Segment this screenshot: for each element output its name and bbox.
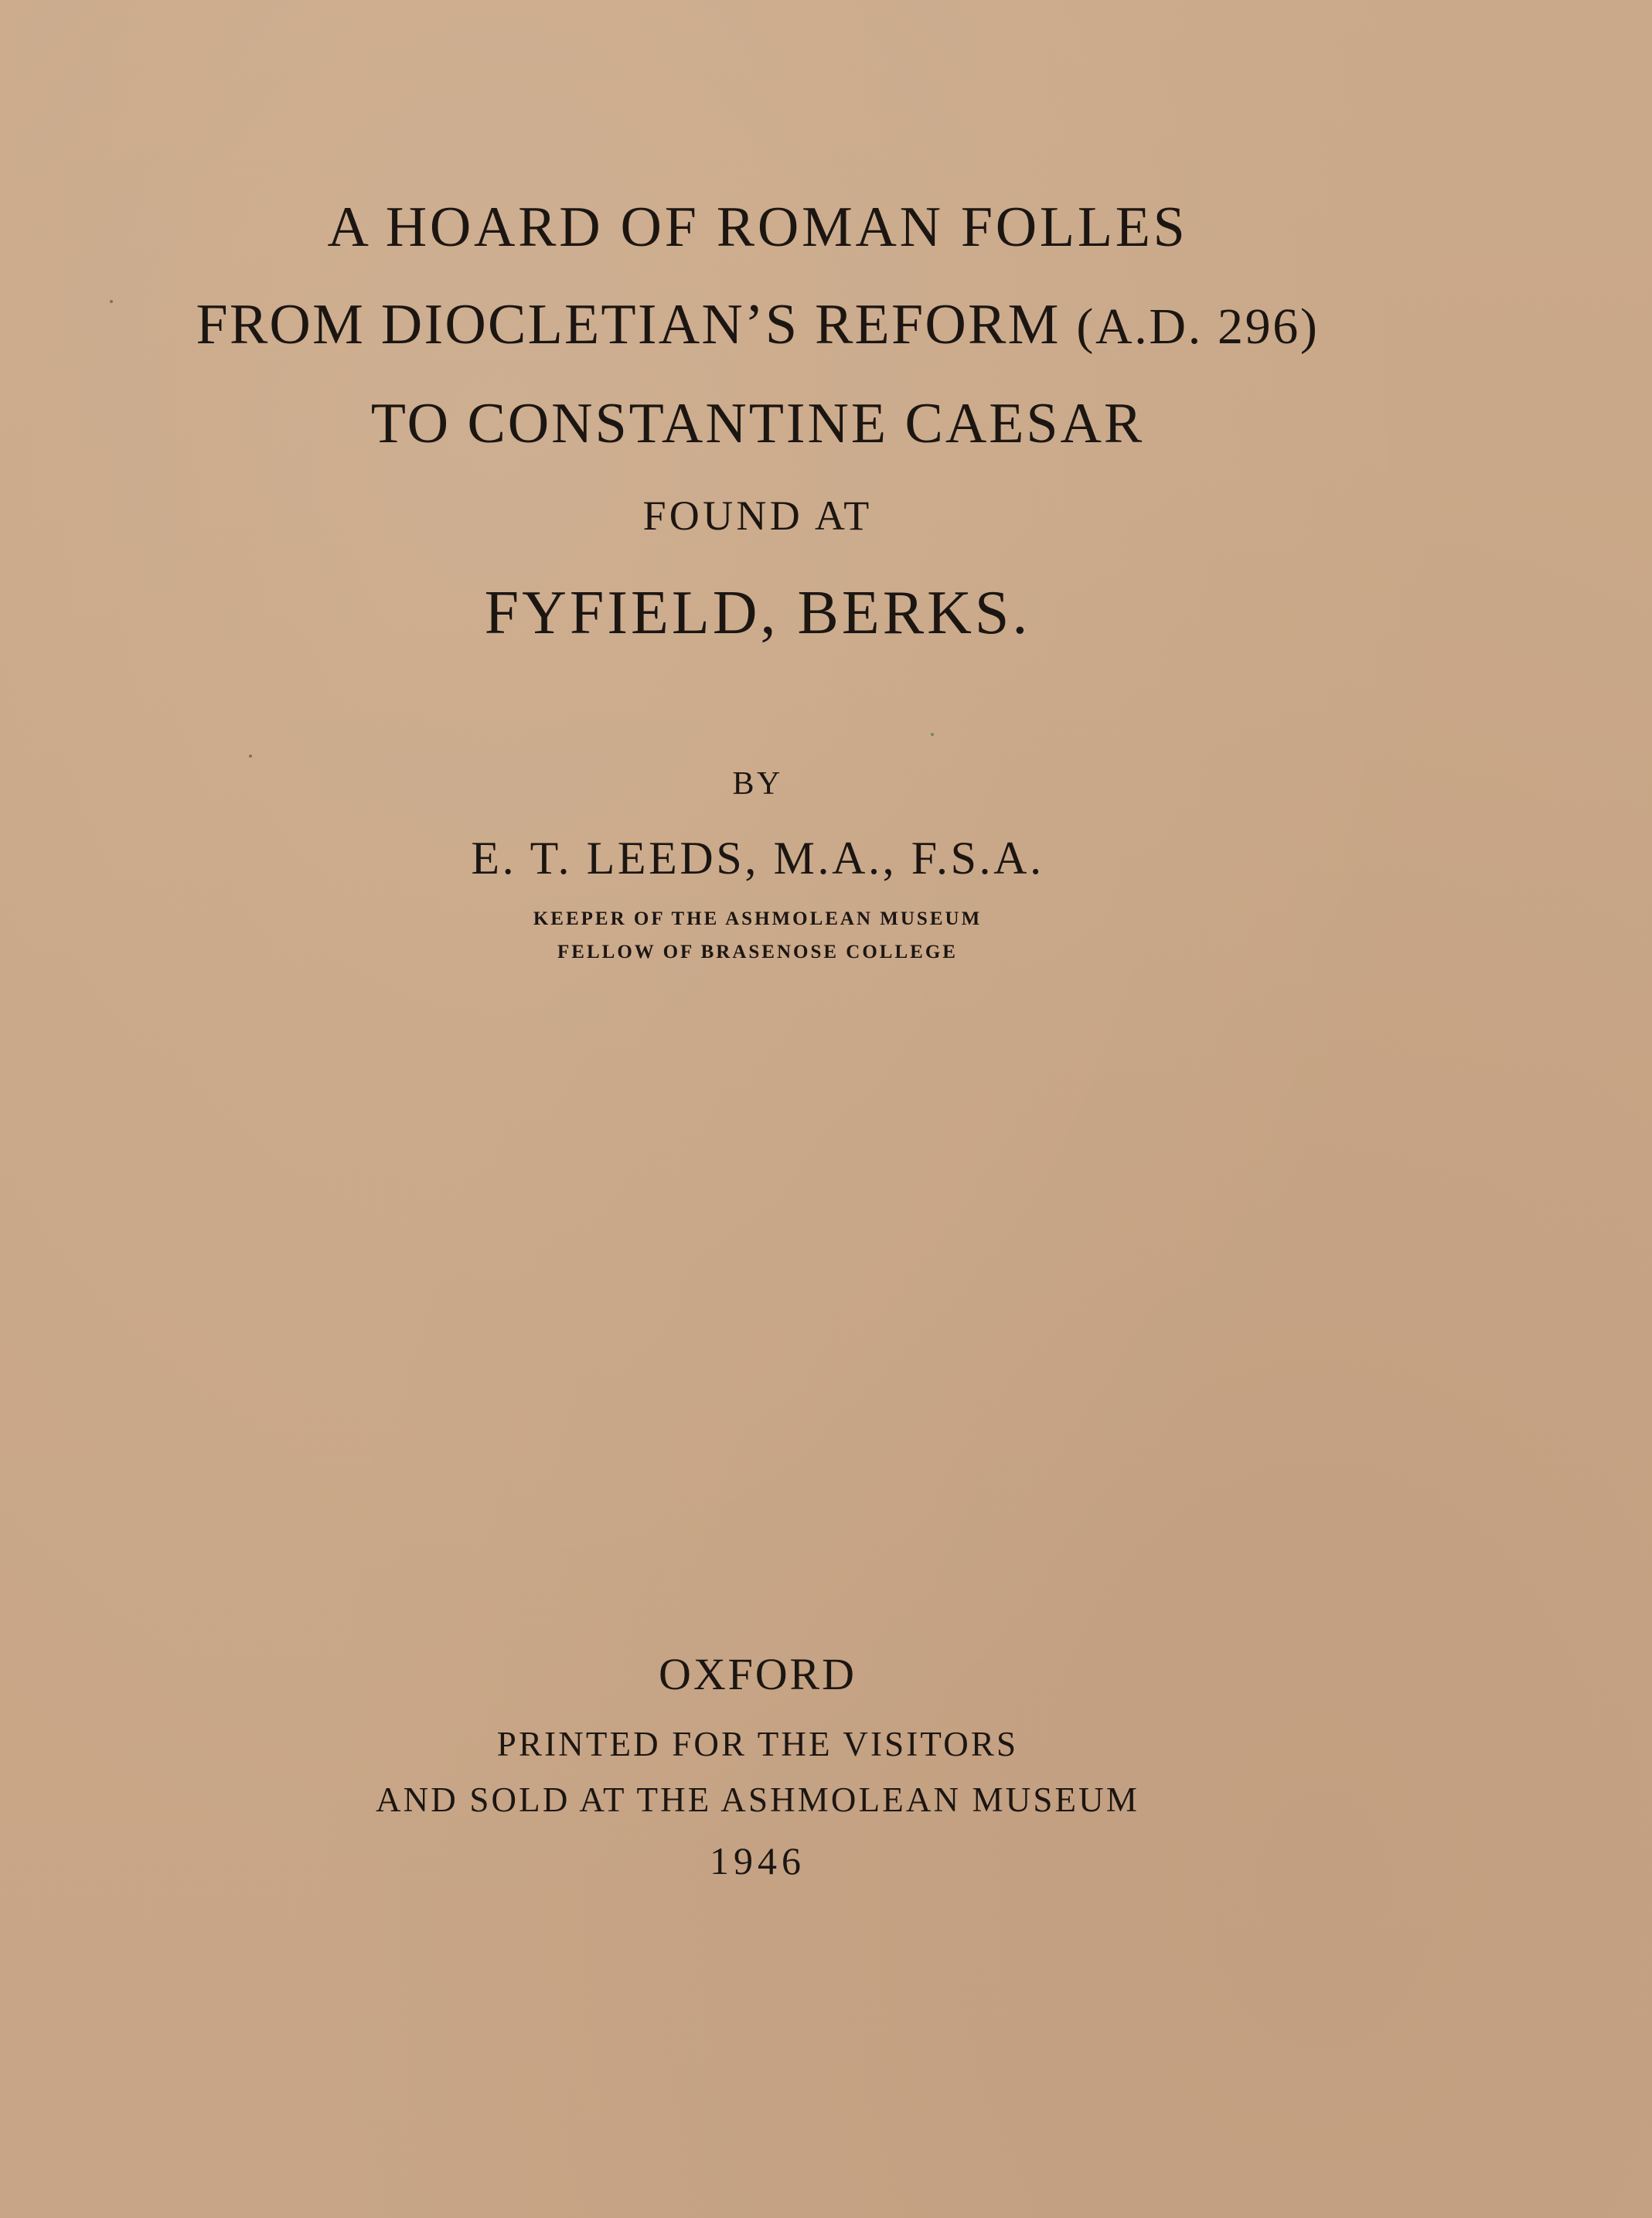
imprint-line-1: PRINTED FOR THE VISITORS xyxy=(496,1725,1019,1763)
imprint-city: OXFORD xyxy=(659,1649,857,1699)
paper-speck xyxy=(249,755,252,758)
title-date: (A.D. 296) xyxy=(1076,298,1320,355)
paper-speck xyxy=(931,733,934,736)
title-line-3: TO CONSTANTINE CAESAR xyxy=(370,392,1145,455)
author-name: E. T. LEEDS, M.A., F.S.A. xyxy=(471,833,1044,884)
author-affiliation-1: KEEPER OF THE ASHMOLEAN MUSEUM xyxy=(533,908,983,929)
imprint-year: 1946 xyxy=(710,1839,806,1882)
author-affiliation-2: FELLOW OF BRASENOSE COLLEGE xyxy=(557,942,958,962)
paper-speck xyxy=(110,300,113,303)
imprint-line-2: AND SOLD AT THE ASHMOLEAN MUSEUM xyxy=(376,1780,1139,1819)
title-line-2-main: FROM DIOCLETIAN’S REFORM xyxy=(196,293,1061,356)
find-place: FYFIELD, BERKS. xyxy=(484,579,1031,647)
title-line-1: A HOARD OF ROMAN FOLLES xyxy=(327,196,1188,259)
by-label: BY xyxy=(732,766,783,802)
title-line-2 xyxy=(0,292,1515,358)
found-at-label: FOUND AT xyxy=(642,492,873,539)
